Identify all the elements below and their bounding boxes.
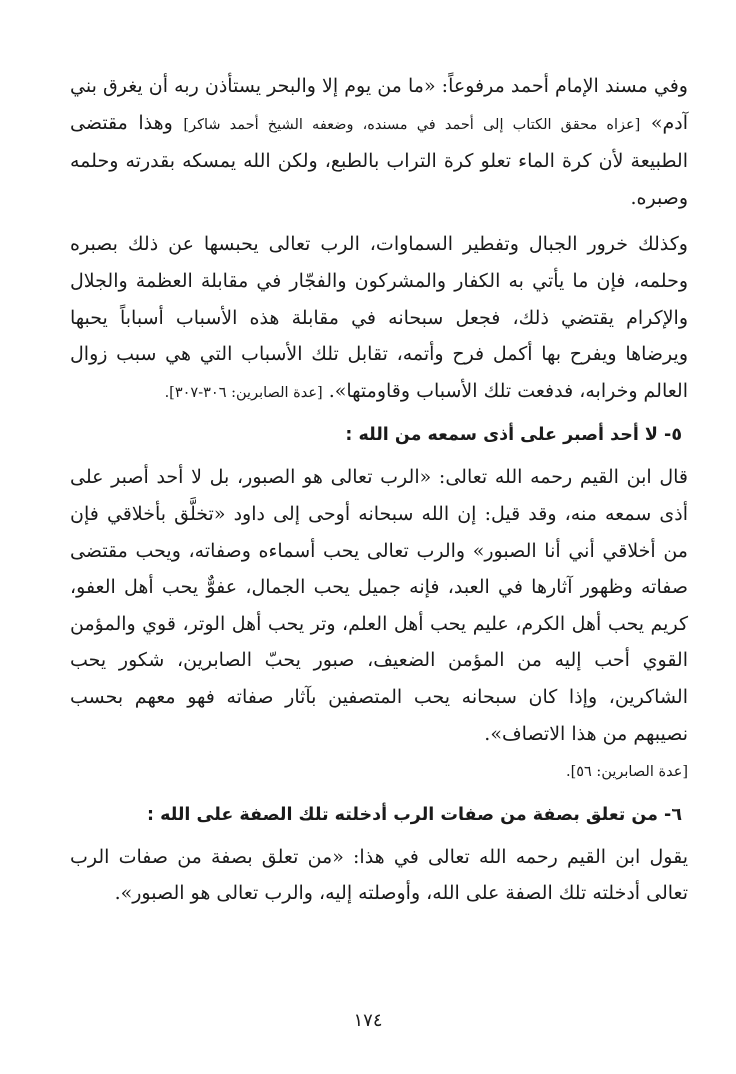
- paragraph-musnad-text: وفي مسند الإمام أحمد مرفوعاً: «ما من يوم إلا والبحر يستأذن ربه أن يغرق بني آدم»: [70, 75, 688, 134]
- section-6-text: يقول ابن القيم رحمه الله تعالى في هذا: «من تعلق بصفة من صفات الرب تعالى أدخلته تلك الصفة على الله، وأوصلته إليه، والرب تعالى هو الصبور».: [70, 845, 688, 905]
- section-6-paragraph: [70, 839, 688, 912]
- paragraph-musnad-tail: وهذا مقتضى الطبيعة لأن كرة الماء تعلو كرة التراب بالطبع، ولكن الله يمسكه بقدرته وحلمه وصبره.: [70, 111, 688, 209]
- section-5-heading: ٥- لا أحد أصبر على أذى سمعه من الله :: [345, 425, 682, 446]
- paragraph-musnad: [70, 68, 688, 216]
- paragraph-mountains-citation: [عدة الصابرين: ٣٠٦-٣٠٧].: [164, 384, 323, 401]
- paragraph-mountains-text: وكذلك خرور الجبال وتفطير السماوات، الرب تعالى يحبسها عن ذلك بصبره وحلمه، فإن ما يأتي به الكفار والمشركون والفجّار في مقابلة العظمة والجلال والإكرام يقتضي ذلك، فجعل سبحانه في مقابلة هذه الأسباب أسباباً يحبها ويرضاها ويفرح بها أكمل فرح وأتمه، تقابل تلك الأسباب التي هي سبب زوال العالم وخرابه، فدفعت تلك الأسباب وقاومتها».: [70, 233, 688, 402]
- section-5-citation: [عدة الصابرين: ٥٦].: [565, 764, 688, 781]
- section-6-heading: ٦- من تعلق بصفة من صفات الرب أدخلته تلك الصفة على الله :: [147, 804, 682, 825]
- paragraph-musnad-citation: [عزاه محقق الكتاب إلى أحمد في مسنده، وضعفه الشيخ أحمد شاكر]: [183, 116, 641, 133]
- page-body: [70, 68, 688, 912]
- paragraph-mountains: [70, 226, 688, 411]
- section-5-text: قال ابن القيم رحمه الله تعالى: «الرب تعالى هو الصبور، بل لا أحد أصبر على أذى سمعه منه، وقد قيل: إن الله سبحانه أوحى إلى داود «تخلَّق بأخلاقي فإن من أخلاقي أني أنا الصبور» والرب تعالى يحب أسماءه وصفاته، ويحب مقتضى صفاته وظهور آثارها في العبد، فإنه جميل يحب الجمال، عفوٌّ يحب أهل العفو، كريم يحب أهل الكرم، عليم يحب أهل العلم، وتر يحب أهل الوتر، قوي والمؤمن القوي أحب إليه من المؤمن الضعيف، صبور يحبّ الصابرين، شكور يحب الشاكرين، وإذا كان سبحانه يحب المتصفين بآثار صفاته فهو معهم بحسب نصيبهم من هذا الاتصاف».: [70, 466, 688, 745]
- section-5-citation-line: [70, 752, 688, 791]
- page-number: ١٧٤: [353, 1010, 383, 1031]
- section-5-paragraph: [70, 459, 688, 752]
